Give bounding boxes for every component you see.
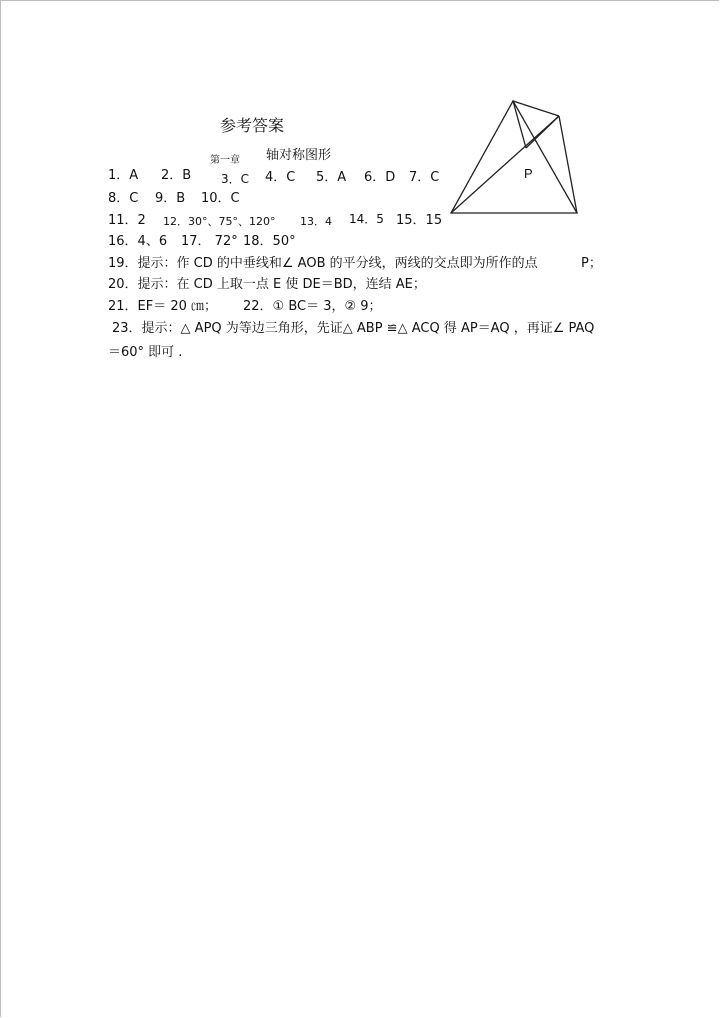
segment-b-q [451, 116, 559, 213]
answer-13: 13．4 [300, 215, 332, 228]
answer-17: 17． 72° [181, 234, 238, 249]
chapter-name: 轴对称图形 [266, 148, 332, 163]
chapter-label: 第一章 [210, 155, 240, 166]
answer-21: 21．EF＝ 20 ㎝； [108, 299, 218, 314]
answer-22: 22．① BC＝ 3，② 9； [243, 299, 382, 314]
answer-15: 15．15 [396, 213, 443, 228]
answer-2: 2．B [161, 168, 192, 183]
answer-7: 7．C [409, 170, 440, 185]
answer-11: 11．2 [108, 213, 146, 228]
answer-4: 4．C [265, 170, 296, 185]
page-title: 参考答案 [220, 116, 285, 135]
answer-23-line2: ＝60° 即可 . [108, 345, 183, 360]
answer-18: 18．50° [243, 234, 296, 249]
answer-20: 20．提示：在 CD 上取一点 E 使 DE＝BD，连结 AE； [108, 277, 426, 292]
answer-6: 6．D [364, 170, 396, 185]
answer-5: 5．A [316, 170, 347, 185]
answer-3: 3．C [221, 172, 250, 186]
answer-23-line1: 23．提示：△ APQ 为等边三角形，先证△ ABP ≌△ ACQ 得 AP＝AQ ，再证∠ PAQ [112, 321, 595, 336]
segment-a-p [513, 101, 526, 148]
answer-12: 12．30°、75°、120° [163, 215, 276, 228]
answer-16: 16．4、6 [108, 234, 168, 249]
answer-9: 9．B [155, 191, 186, 206]
answer-14: 14．5 [349, 212, 384, 226]
point-p-label: P [524, 166, 533, 181]
answer-8: 8．C [108, 191, 139, 206]
answer-19-tail: P； [581, 256, 602, 271]
answer-10: 10．C [201, 191, 240, 206]
answer-1: 1．A [108, 168, 139, 183]
answer-19: 19．提示：作 CD 的中垂线和∠ AOB 的平分线，两线的交点即为所作的点 [108, 256, 538, 271]
